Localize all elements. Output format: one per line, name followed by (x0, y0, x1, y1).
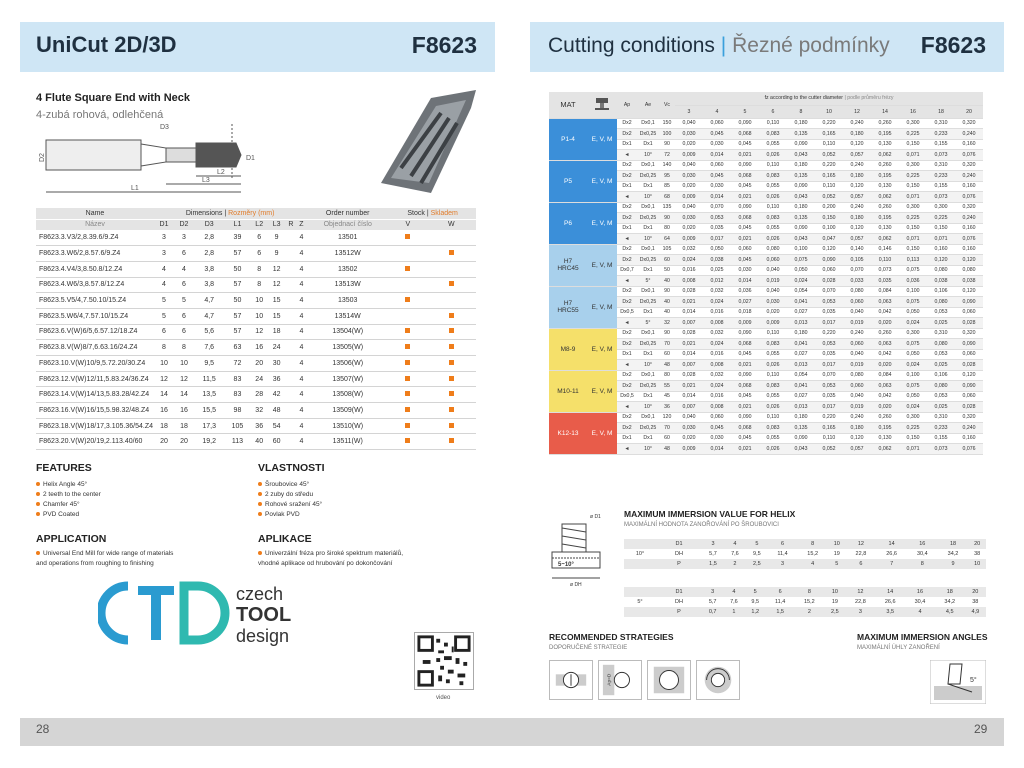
col-dimensions: Dimensions | Rozměry (mm) (154, 208, 306, 219)
diameter-header: 12 (843, 105, 871, 118)
machine-type: E, V, M (587, 160, 617, 202)
ramp-icon: ◄ (617, 318, 637, 329)
col-name-cz: Název (36, 219, 154, 230)
col-l2: L2 (251, 219, 268, 230)
diag-dh: ø DH (570, 582, 582, 588)
ramp-icon: ◄ (617, 360, 637, 371)
helix-title: MAXIMUM IMMERSION VALUE FOR HELIX (624, 509, 796, 519)
logo-word-tool: TOOL (236, 604, 292, 626)
dim-l3: L3 (202, 177, 210, 184)
ramp-icon: ◄ (617, 402, 637, 413)
table-row: M8-9 E, V, M Dx2 Dx0,1 90 0,028 0,032 0,090 0,110 0,180 0,220 0,240 0,260 0,300 0,310 0,320 (549, 328, 983, 339)
stock-marker (405, 344, 410, 349)
table-row: Dx0,7 Dx1 50 0,016 0,025 0,030 0,040 0,050 0,060 0,070 0,073 0,075 0,080 0,080 (549, 265, 983, 276)
stock-marker (405, 376, 410, 381)
list-item: Helix Angle 45° (36, 480, 101, 490)
diag-angle: 5~10° (558, 562, 574, 568)
stock-marker (449, 313, 454, 318)
diameter-header: 8 (787, 105, 815, 118)
table-row: Dx2 Dx0,25 100 0,030 0,045 0,068 0,083 0,135 0,165 0,180 0,195 0,225 0,233 0,240 (549, 129, 983, 140)
table-row: Dx2 Dx0,25 60 0,024 0,038 0,045 0,060 0,075 0,090 0,105 0,110 0,113 0,120 0,120 (549, 255, 983, 266)
material-group: P6 (549, 202, 587, 244)
stock-marker (449, 344, 454, 349)
machine-type: E, V, M (587, 370, 617, 412)
col-d2: D2 (174, 219, 194, 230)
table-row: Dx0,5 Dx1 40 0,014 0,016 0,018 0,020 0,027 0,035 0,040 0,042 0,050 0,053 0,060 (549, 307, 983, 318)
left-header-band (20, 22, 495, 72)
table-row: F8623.5.W6/4,7.57.10/15.Z4 5 6 4,7 57 10 15 4 13514W (36, 308, 476, 324)
col-vc: Vc (659, 92, 675, 118)
col-ae: Ae (637, 92, 659, 118)
material-group: K12-13 (549, 412, 587, 454)
col-name: Name (36, 208, 154, 219)
table-row: Dx1 Dx1 80 0,020 0,035 0,045 0,055 0,090 0,100 0,120 0,130 0,150 0,150 0,160 (549, 223, 983, 234)
table-row: ◄ 10° 48 0,007 0,008 0,021 0,026 0,013 0,017 0,019 0,020 0,024 0,025 0,028 (549, 360, 983, 371)
logo-word-design: design (236, 626, 290, 646)
table-row: F8623.4.V4/3,8.50.8/12.Z4 4 4 3,8 50 8 12 4 13502 (36, 261, 476, 277)
stock-marker (449, 391, 454, 396)
material-group: P5 (549, 160, 587, 202)
diameter-header: 20 (955, 105, 983, 118)
list-item: 2 teeth to the center (36, 490, 101, 500)
table-row: F8623.4.W6/3,8.57.8/12.Z4 4 6 3,8 57 8 12 4 13513W (36, 277, 476, 293)
strategies-title-cz: DOPORUČENÉ STRATEGIE (549, 645, 628, 651)
table-row: Dx2 Dx0,25 90 0,030 0,053 0,068 0,083 0,135 0,150 0,180 0,195 0,225 0,225 0,240 (549, 213, 983, 224)
cutting-conditions-title: Cutting conditions | Řezné podmínky (548, 34, 890, 57)
features-list (36, 480, 101, 520)
application-text: Universal End Mill for wide range of materials and operations from roughing to finishing (36, 550, 174, 567)
stock-marker (449, 360, 454, 365)
right-header-band (530, 22, 1004, 72)
list-item: 2 zuby do středu (258, 490, 322, 500)
col-l1: L1 (224, 219, 250, 230)
col-order-cz: Objednací číslo (306, 219, 389, 230)
table-row: Dx1 Dx1 60 0,020 0,030 0,045 0,055 0,090 0,110 0,120 0,130 0,150 0,155 0,160 (549, 433, 983, 444)
table-row: H7 HRC45 E, V, M Dx2 Dx0,1 105 0,032 0,050 0,060 0,080 0,100 0,120 0,140 0,146 0,150 0,160 0,160 (549, 244, 983, 255)
stock-marker (405, 297, 410, 302)
diameter-header: 3 (675, 105, 703, 118)
diameter-header: 16 (899, 105, 927, 118)
table-row: P6 E, V, M Dx2 Dx0,1 135 0,040 0,070 0,090 0,110 0,180 0,200 0,240 0,260 0,300 0,300 0,320 (549, 202, 983, 213)
table-row: H7 HRC55 E, V, M Dx2 Dx0,1 90 0,028 0,032 0,036 0,040 0,054 0,070 0,080 0,084 0,100 0,106 0,120 (549, 286, 983, 297)
col-stock: Stock | Skladem (389, 208, 476, 219)
table-row: Dx2 Dx0,25 70 0,021 0,024 0,068 0,083 0,041 0,053 0,060 0,063 0,075 0,080 0,090 (549, 339, 983, 350)
immersion-angle-diagram (930, 660, 986, 704)
diameter-header: 6 (759, 105, 787, 118)
table-row: P5 E, V, M Dx2 Dx0,1 140 0,040 0,060 0,090 0,110 0,180 0,220 0,240 0,260 0,300 0,310 0,320 (549, 160, 983, 171)
stock-marker (449, 281, 454, 286)
stock-marker (449, 328, 454, 333)
ctd-logo (98, 580, 328, 646)
stock-marker (405, 438, 410, 443)
stock-marker (405, 328, 410, 333)
qr-code[interactable] (414, 632, 474, 690)
table-row: Dx2 Dx0,25 70 0,030 0,045 0,068 0,083 0,135 0,165 0,180 0,195 0,225 0,233 0,240 (549, 423, 983, 434)
material-group: M8-9 (549, 328, 587, 370)
table-row: ◄ 10° 72 0,009 0,014 0,021 0,026 0,043 0,052 0,057 0,062 0,071 0,073 0,076 (549, 150, 983, 161)
helix-table-10: D1 3 4 5 6 8 10 12 14 16 18 20 10° DH 5,7 7,6 9,5 11,4 15,2 19 22,8 26,6 30,4 34,2 38 P 1,5 2 2,5 3 4 5 6 7 8 9 10 (624, 539, 986, 569)
table-row: F8623.5.V5/4,7.50.10/15.Z4 5 5 4,7 50 10 15 4 13503 (36, 293, 476, 309)
table-row: F8623.8.V(W)8/7,6.63.16/24.Z4 8 8 7,6 63 16 24 4 13505(W) (36, 340, 476, 356)
dim-l2: L2 (217, 169, 225, 176)
table-row: Dx1 Dx1 90 0,020 0,030 0,045 0,055 0,090 0,110 0,120 0,130 0,150 0,155 0,160 (549, 139, 983, 150)
table-row: Dx2 Dx0,25 55 0,021 0,024 0,068 0,083 0,041 0,053 0,060 0,063 0,075 0,080 0,090 (549, 381, 983, 392)
table-row: F8623.14.V(W)14/13,5.83.28/42.Z4 14 14 13,5 83 28 42 4 13508(W) (36, 387, 476, 403)
right-product-code: F8623 (920, 32, 986, 58)
table-row: ◄ 10° 68 0,009 0,014 0,021 0,026 0,043 0,052 0,057 0,062 0,071 0,073 0,076 (549, 192, 983, 203)
table-row: P1-4 E, V, M Dx2 Dx0,1 150 0,040 0,060 0,090 0,110 0,180 0,220 0,240 0,260 0,300 0,310 0,320 (549, 118, 983, 129)
col-mat: MAT (549, 92, 587, 118)
table-row: ◄ 5° 40 0,008 0,012 0,014 0,019 0,024 0,028 0,033 0,035 0,036 0,038 0,038 (549, 276, 983, 287)
table-row: F8623.3.W6/2,8.57.6/9.Z4 3 6 2,8 57 6 9 4 13512W (36, 246, 476, 262)
list-item: Šroubovice 45° (258, 480, 322, 490)
material-group: H7 HRC45 (549, 244, 587, 286)
machine-icon (587, 92, 617, 118)
features-heading: FEATURES (36, 462, 92, 474)
dimensions-table (36, 208, 476, 450)
machine-type: E, V, M (587, 328, 617, 370)
list-item: Povlak PVD (258, 510, 322, 520)
table-row: ◄ 10° 48 0,009 0,014 0,021 0,026 0,043 0,052 0,057 0,062 0,071 0,073 0,076 (549, 444, 983, 455)
stock-marker (449, 423, 454, 428)
col-d3: D3 (194, 219, 224, 230)
product-subtitle: 4 Flute Square End with Neck (36, 92, 191, 104)
product-code: F8623 (411, 32, 477, 58)
product-title: UniCut 2D/3D (36, 32, 177, 57)
stock-marker (405, 234, 410, 239)
table-row: ◄ 10° 64 0,009 0,017 0,021 0,026 0,043 0,047 0,057 0,062 0,071 0,071 0,076 (549, 234, 983, 245)
aplikace-text: Univerzální fréza pro široké spektrum materiálů, vhodné aplikace od hrubování po dokončování (258, 550, 403, 567)
strategy-slotting-icon (549, 660, 593, 700)
diag-d1: ø D1 (590, 514, 601, 520)
col-r: R (285, 219, 296, 230)
dim-d3: D3 (160, 124, 169, 131)
tool-photo (381, 90, 476, 193)
stock-marker (405, 266, 410, 271)
helix-immersion-diagram (548, 508, 612, 588)
stock-marker (405, 407, 410, 412)
table-row: Dx2 Dx0,25 40 0,021 0,024 0,027 0,030 0,041 0,053 0,060 0,063 0,075 0,080 0,090 (549, 297, 983, 308)
table-row: F8623.10.V(W)10/9,5.72.20/30.Z4 10 10 9,5 72 20 30 4 13506(W) (36, 356, 476, 372)
ramp-icon: ◄ (617, 234, 637, 245)
logo-word-czech: czech (236, 584, 284, 604)
dim-l1: L1 (131, 185, 139, 192)
list-item: PVD Coated (36, 510, 101, 520)
col-order: Order number (306, 208, 389, 219)
ramp-icon: ◄ (617, 192, 637, 203)
stock-marker (405, 423, 410, 428)
table-row: M10-11 E, V, M Dx2 Dx0,1 80 0,028 0,032 0,090 0,110 0,054 0,070 0,080 0,084 0,100 0,106 0,120 (549, 370, 983, 381)
col-d1: D1 (154, 219, 174, 230)
table-row: Dx1 Dx1 85 0,020 0,030 0,045 0,055 0,090 0,110 0,120 0,130 0,150 0,155 0,160 (549, 181, 983, 192)
list-item: Chamfer 45° (36, 500, 101, 510)
stock-marker (449, 438, 454, 443)
page-number-left: 28 (36, 722, 50, 736)
diameter-header: 5 (731, 105, 759, 118)
strategies-title: RECOMMENDED STRATEGIES (549, 632, 674, 642)
material-group: P1-4 (549, 118, 587, 160)
machine-icon-svg (594, 97, 610, 111)
stock-marker (405, 360, 410, 365)
ramp-icon: ◄ (617, 276, 637, 287)
cutting-conditions-table (549, 92, 983, 455)
machine-type: E, V, M (587, 412, 617, 454)
vlastnosti-heading: VLASTNOSTI (258, 462, 325, 474)
angle-label: 5° (970, 677, 977, 684)
stock-marker (449, 376, 454, 381)
col-w: W (427, 219, 476, 230)
table-row: F8623.12.V(W)12/11,5.83.24/36.Z4 12 12 11,5 83 24 36 4 13507(W) (36, 371, 476, 387)
material-group: H7 HRC55 (549, 286, 587, 328)
machine-type: E, V, M (587, 118, 617, 160)
footer-band (20, 718, 1004, 746)
col-l3: L3 (268, 219, 285, 230)
stock-marker (449, 250, 454, 255)
stock-marker (405, 391, 410, 396)
col-v: V (389, 219, 426, 230)
qr-label: video (436, 695, 451, 701)
list-item: Rohové sražení 45° (258, 500, 322, 510)
table-row: ◄ 5° 32 0,007 0,008 0,009 0,009 0,013 0,017 0,019 0,020 0,024 0,025 0,028 (549, 318, 983, 329)
diameter-header: 4 (703, 105, 731, 118)
ramp-icon: ◄ (617, 444, 637, 455)
machine-type: E, V, M (587, 202, 617, 244)
machine-type: E, V, M (587, 244, 617, 286)
helix-table-5: D1 3 4 5 6 8 10 12 14 16 18 20 5° DH 5,7 7,6 9,5 11,4 15,2 19 22,8 26,6 30,4 34,2 38 P 0,7 1 1,2 1,5 2 2,5 3 3,5 4 4,5 4,9 (624, 587, 986, 617)
table-row: F8623.20.V(W)20/19,2.113.40/60 20 20 19,2 113 40 60 4 13511(W) (36, 434, 476, 450)
page-number-right: 29 (974, 722, 988, 736)
material-group: M10-11 (549, 370, 587, 412)
aplikace-heading: APLIKACE (258, 533, 312, 545)
table-row: Dx2 Dx0,25 95 0,030 0,045 0,068 0,083 0,135 0,165 0,180 0,195 0,225 0,233 0,240 (549, 171, 983, 182)
table-row: ◄ 10° 36 0,007 0,008 0,021 0,026 0,013 0,017 0,019 0,020 0,024 0,025 0,028 (549, 402, 983, 413)
product-subtitle-cz: 4-zubá rohová, odlehčená (36, 109, 164, 121)
machine-type: E, V, M (587, 286, 617, 328)
helix-title-cz: MAXIMÁLNÍ HODNOTA ZANOŘOVÁNÍ PO ŠROUBOVICI (624, 522, 779, 528)
diameter-header: 14 (871, 105, 899, 118)
table-row: Dx0,5 Dx1 45 0,014 0,016 0,045 0,055 0,027 0,035 0,040 0,042 0,050 0,053 0,060 (549, 391, 983, 402)
strategy-label: Ap=D (607, 673, 613, 686)
col-z: Z (297, 219, 307, 230)
dim-d1: D1 (246, 155, 255, 162)
col-fz-header: fz according to the cutter diameter | podle průměru frézy (675, 92, 983, 105)
diameter-header: 10 (815, 105, 843, 118)
vlastnosti-list (258, 480, 322, 520)
angles-title: MAXIMUM IMMERSION ANGLES (857, 632, 988, 642)
application-heading: APPLICATION (36, 533, 107, 545)
angles-title-cz: MAXIMÁLNÍ ÚHLY ZANOŘENÍ (857, 645, 940, 651)
dim-d2: D2 (39, 153, 46, 162)
strategy-pocket-icon (647, 660, 691, 700)
table-row: F8623.6.V(W)6/5,6.57.12/18.Z4 6 6 5,6 57 12 18 4 13504(W) (36, 324, 476, 340)
table-row: F8623.16.V(W)16/15,5.98.32/48.Z4 16 16 15,5 98 32 48 4 13509(W) (36, 403, 476, 419)
strategy-circular-icon (696, 660, 740, 700)
strategy-profiling-icon (598, 660, 642, 700)
tool-schematic (46, 124, 241, 192)
table-row: F8623.18.V(W)18/17,3.105.36/54.Z4 18 18 17,3 105 36 54 4 13510(W) (36, 418, 476, 434)
stock-marker (449, 407, 454, 412)
col-ap: Ap (617, 92, 637, 118)
table-row: K12-13 E, V, M Dx2 Dx0,1 120 0,040 0,060 0,090 0,110 0,180 0,220 0,240 0,260 0,300 0,310 0,320 (549, 412, 983, 423)
diameter-header: 18 (927, 105, 955, 118)
ramp-icon: ◄ (617, 150, 637, 161)
table-row: F8623.3.V3/2,8.39.6/9.Z4 3 3 2,8 39 6 9 4 13501 (36, 230, 476, 246)
end-mill-illustration (36, 88, 476, 198)
table-row: Dx1 Dx1 60 0,014 0,016 0,045 0,055 0,027 0,035 0,040 0,042 0,050 0,053 0,060 (549, 349, 983, 360)
